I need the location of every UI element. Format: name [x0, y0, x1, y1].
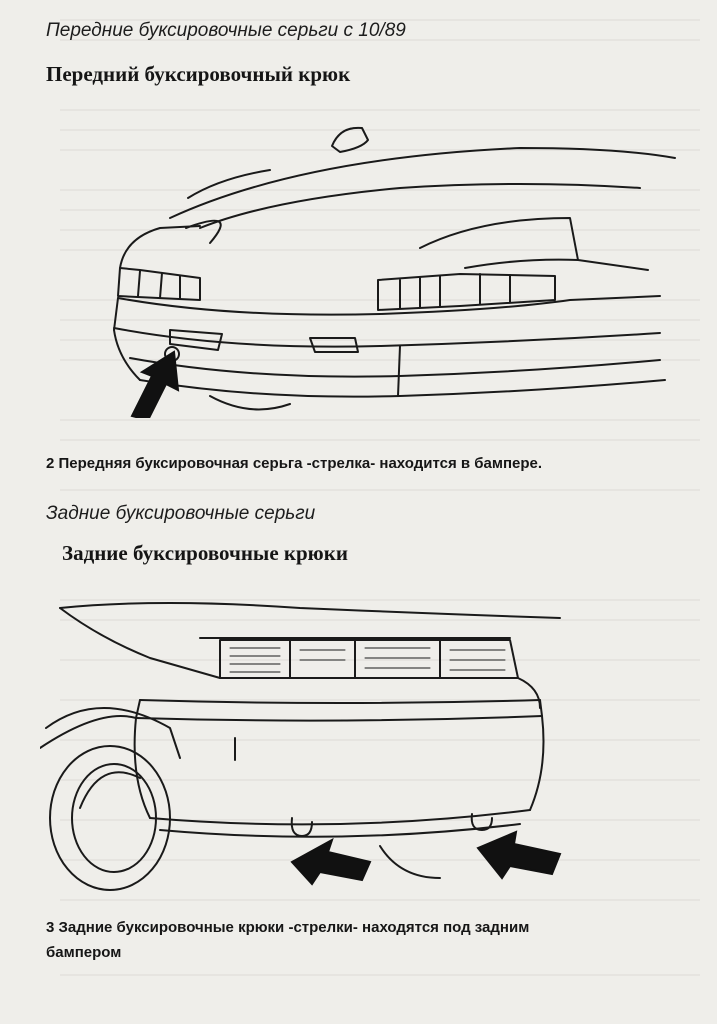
rear-caption-line2: бампером	[46, 944, 122, 961]
rear-subtitle: Задние буксировочные серьги	[46, 503, 316, 524]
front-subtitle: Передние буксировочные серьги с 10/89	[46, 20, 406, 41]
front-title: Передний буксировочный крюк	[46, 62, 351, 86]
front-bumper-illustration	[100, 118, 680, 418]
rear-left-tow-arrow-icon	[292, 840, 370, 884]
front-caption: 2 Передняя буксировочная серьга -стрелка- находится в бампере.	[46, 455, 543, 472]
rear-right-tow-arrow-icon	[478, 832, 560, 878]
rear-title: Задние буксировочные крюки	[62, 541, 348, 565]
rear-bumper-illustration	[40, 578, 680, 898]
rear-caption-line1: 3 Задние буксировочные крюки -стрелки- находятся под задним	[46, 919, 530, 936]
